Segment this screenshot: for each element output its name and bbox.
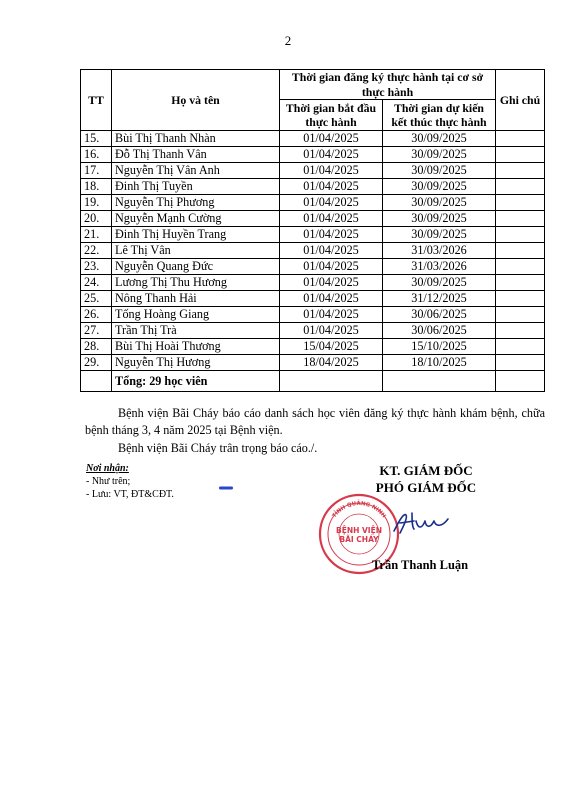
header-end: Thời gian dự kiến kết thúc thực hành <box>383 100 496 131</box>
end-date: 30/09/2025 <box>383 163 496 179</box>
header-period-group: Thời gian đăng ký thực hành tại cơ sở thực hành <box>280 70 496 100</box>
table-row <box>81 131 545 147</box>
table-row <box>81 147 545 163</box>
row-number: 19. <box>81 195 112 211</box>
note-cell <box>496 147 545 163</box>
note-cell <box>496 307 545 323</box>
row-number: 24. <box>81 275 112 291</box>
table-row <box>81 339 545 355</box>
start-date: 01/04/2025 <box>280 147 383 163</box>
student-name: Nguyễn Quang Đức <box>112 259 280 275</box>
end-date: 18/10/2025 <box>383 355 496 371</box>
svg-text:TỈNH QUẢNG NINH <box>332 499 387 520</box>
table-row <box>81 227 545 243</box>
table-body <box>81 131 545 371</box>
start-date: 01/04/2025 <box>280 307 383 323</box>
student-name: Bùi Thị Thanh Nhàn <box>112 131 280 147</box>
signature-title-line2: PHÓ GIÁM ĐỐC <box>375 480 477 495</box>
student-name: Đinh Thị Huyền Trang <box>112 227 280 243</box>
signature-block <box>356 462 496 496</box>
header-tt: TT <box>81 70 112 131</box>
closing-paragraph-text: Bệnh viện Bãi Cháy trân trọng báo cáo./. <box>118 441 318 455</box>
end-date: 30/09/2025 <box>383 275 496 291</box>
total-label: Tổng: 29 học viên <box>112 371 280 392</box>
end-date: 31/03/2026 <box>383 243 496 259</box>
header-note: Ghi chú <box>496 70 545 131</box>
table-row <box>81 307 545 323</box>
note-cell <box>496 355 545 371</box>
start-date: 15/04/2025 <box>280 339 383 355</box>
student-name: Lương Thị Thu Hương <box>112 275 280 291</box>
student-name: Nguyễn Thị Vân Anh <box>112 163 280 179</box>
ink-mark <box>219 486 233 490</box>
row-number: 27. <box>81 323 112 339</box>
recipients-title: Nơi nhận: <box>86 463 129 474</box>
note-cell <box>496 195 545 211</box>
row-number: 22. <box>81 243 112 259</box>
student-name: Nông Thanh Hải <box>112 291 280 307</box>
student-name: Nguyễn Thị Hương <box>112 355 280 371</box>
seal-text-line1: BỆNH VIỆN <box>336 526 382 535</box>
end-date: 31/12/2025 <box>383 291 496 307</box>
table-row <box>81 323 545 339</box>
end-date: 15/10/2025 <box>383 339 496 355</box>
note-cell <box>496 243 545 259</box>
table-row <box>81 243 545 259</box>
start-date: 01/04/2025 <box>280 243 383 259</box>
row-number: 28. <box>81 339 112 355</box>
student-name: Tống Hoàng Giang <box>112 307 280 323</box>
end-date: 31/03/2026 <box>383 259 496 275</box>
end-date: 30/09/2025 <box>383 195 496 211</box>
note-cell <box>496 131 545 147</box>
start-date: 01/04/2025 <box>280 259 383 275</box>
recipients-block <box>86 462 174 501</box>
student-name: Trần Thị Trà <box>112 323 280 339</box>
student-name: Nguyễn Thị Phương <box>112 195 280 211</box>
row-number: 25. <box>81 291 112 307</box>
closing-paragraph <box>85 440 545 457</box>
row-number: 18. <box>81 179 112 195</box>
note-cell <box>496 163 545 179</box>
end-date: 30/06/2025 <box>383 323 496 339</box>
recipient-item: - Như trên; <box>86 476 131 487</box>
table-row <box>81 163 545 179</box>
total-end-cell <box>383 371 496 392</box>
student-name: Đinh Thị Tuyền <box>112 179 280 195</box>
total-note-cell <box>496 371 545 392</box>
row-number: 23. <box>81 259 112 275</box>
note-cell <box>496 323 545 339</box>
table-row <box>81 195 545 211</box>
table-row <box>81 211 545 227</box>
recipient-item: - Lưu: VT, ĐT&CĐT. <box>86 489 174 500</box>
row-number: 21. <box>81 227 112 243</box>
note-cell <box>496 259 545 275</box>
report-paragraph-text: Bệnh viện Bãi Cháy báo cáo danh sách học viên đăng ký thực hành khám bệnh, chữa bệnh tháng 3, 4 năm 2025 tại Bệnh viện. <box>85 406 545 437</box>
row-number: 17. <box>81 163 112 179</box>
student-name: Đỗ Thị Thanh Vân <box>112 147 280 163</box>
start-date: 01/04/2025 <box>280 275 383 291</box>
signer-name: Trần Thanh Luận <box>372 558 469 572</box>
start-date: 18/04/2025 <box>280 355 383 371</box>
row-number: 26. <box>81 307 112 323</box>
row-number: 20. <box>81 211 112 227</box>
start-date: 01/04/2025 <box>280 195 383 211</box>
report-paragraph <box>85 405 545 439</box>
row-number: 15. <box>81 131 112 147</box>
page-number: 2 <box>284 33 292 48</box>
end-date: 30/09/2025 <box>383 211 496 227</box>
end-date: 30/09/2025 <box>383 131 496 147</box>
end-date: 30/09/2025 <box>383 227 496 243</box>
student-table <box>80 69 545 392</box>
start-date: 01/04/2025 <box>280 323 383 339</box>
seal-outer-text: TỈNH QUẢNG NINH <box>331 500 387 520</box>
start-date: 01/04/2025 <box>280 291 383 307</box>
table-row <box>81 179 545 195</box>
note-cell <box>496 339 545 355</box>
note-cell <box>496 227 545 243</box>
total-row <box>81 371 545 392</box>
student-name: Nguyễn Mạnh Cường <box>112 211 280 227</box>
start-date: 01/04/2025 <box>280 211 383 227</box>
signature-title-line1: KT. GIÁM ĐỐC <box>379 463 473 478</box>
seal-text-line2: BÃI CHÁY <box>339 535 379 544</box>
table-row <box>81 259 545 275</box>
end-date: 30/09/2025 <box>383 147 496 163</box>
end-date: 30/09/2025 <box>383 179 496 195</box>
note-cell <box>496 275 545 291</box>
total-start-cell <box>280 371 383 392</box>
note-cell <box>496 211 545 227</box>
table-row <box>81 275 545 291</box>
start-date: 01/04/2025 <box>280 163 383 179</box>
note-cell <box>496 179 545 195</box>
note-cell <box>496 291 545 307</box>
student-name: Bùi Thị Hoài Thương <box>112 339 280 355</box>
row-number: 29. <box>81 355 112 371</box>
start-date: 01/04/2025 <box>280 227 383 243</box>
table-row <box>81 291 545 307</box>
start-date: 01/04/2025 <box>280 179 383 195</box>
end-date: 30/06/2025 <box>383 307 496 323</box>
total-tt-cell <box>81 371 112 392</box>
handwritten-signature <box>392 509 452 535</box>
row-number: 16. <box>81 147 112 163</box>
header-start: Thời gian bắt đầu thực hành <box>280 100 383 131</box>
student-name: Lê Thị Vân <box>112 243 280 259</box>
table-row <box>81 355 545 371</box>
header-name: Họ và tên <box>112 70 280 131</box>
start-date: 01/04/2025 <box>280 131 383 147</box>
